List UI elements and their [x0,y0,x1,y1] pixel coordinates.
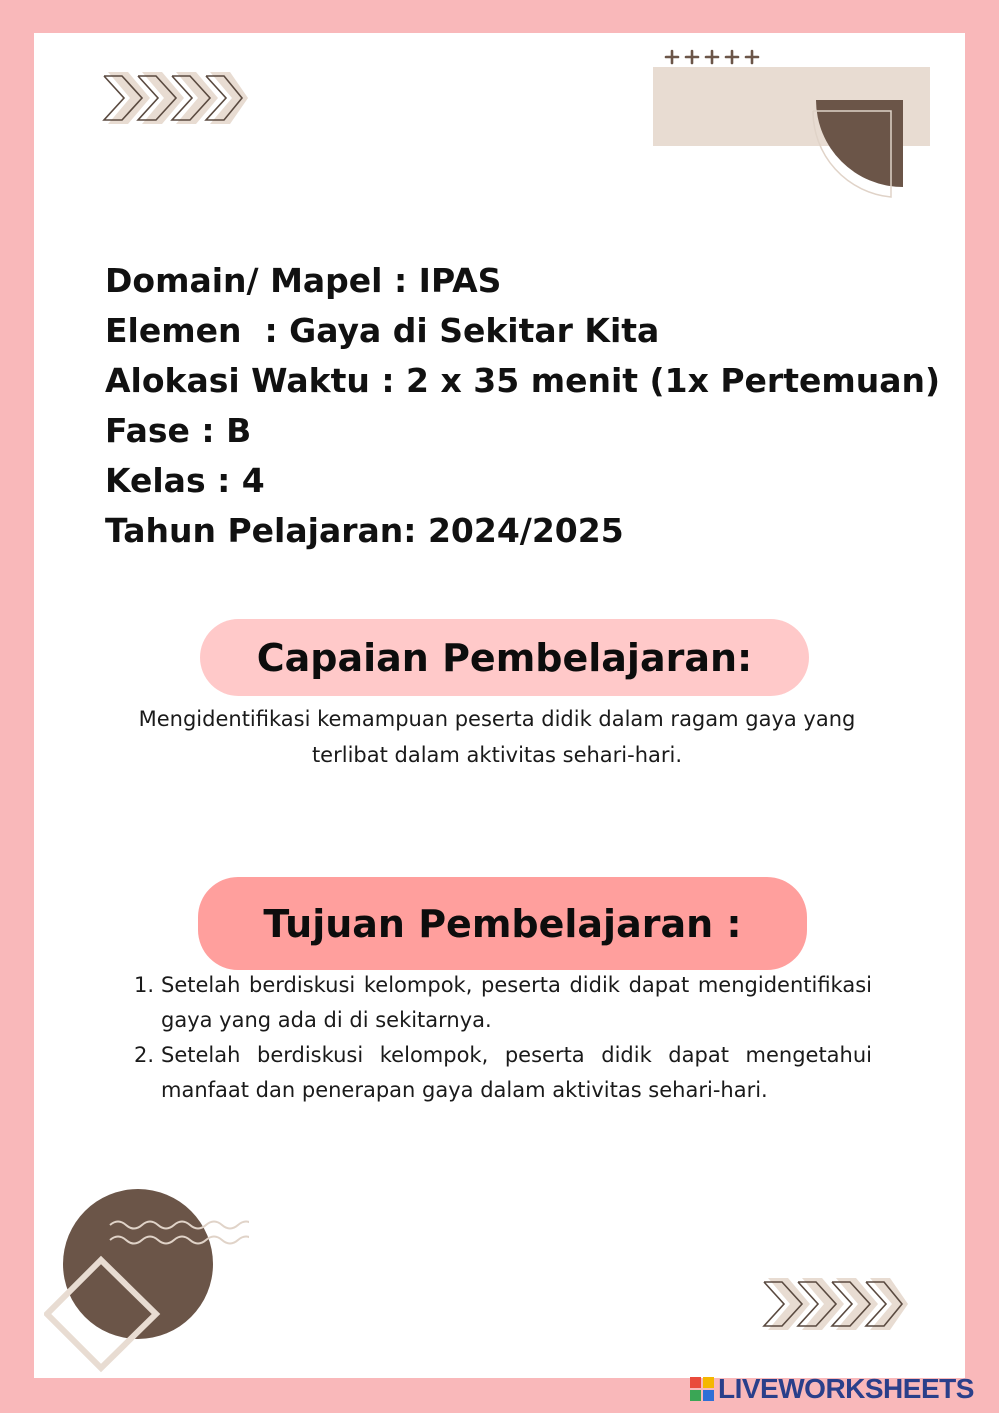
info-tahun-pelajaran: Tahun Pelajaran: 2024/2025 [105,511,624,550]
lesson-info [105,256,941,556]
list-item [130,968,872,1038]
info-elemen: Elemen : Gaya di Sekitar Kita [105,311,660,350]
info-domain: Domain/ Mapel : IPAS [105,261,502,300]
list-item-number: 1. [134,973,155,997]
list-item-text: Setelah berdiskusi kelompok, peserta didik dapat mengetahui manfaat dan penerapan gaya dalam aktivitas sehari-hari. [161,1043,872,1102]
liveworksheets-logo-icon [690,1377,714,1401]
brand-name: LIVEWORKSHEETS [718,1373,974,1404]
liveworksheets-watermark [690,1374,974,1404]
info-fase: Fase : B [105,411,252,450]
list-item [130,1038,872,1108]
tujuan-heading: Tujuan Pembelajaran : [198,877,807,970]
corner-block-decoration [653,67,931,202]
circle-diamond-decoration [44,1188,249,1373]
capaian-heading: Capaian Pembelajaran: [200,619,809,696]
list-item-number: 2. [134,1043,155,1067]
list-item-text: Setelah berdiskusi kelompok, peserta didik dapat mengidentifikasi gaya yang ada di di sekitarnya. [161,973,872,1032]
capaian-description: Mengidentifikasi kemampuan peserta didik dalam ragam gaya yang terlibat dalam aktivitas sehari-hari. [138,707,856,767]
info-alokasi-waktu: Alokasi Waktu : 2 x 35 menit (1x Pertemuan) [105,361,941,400]
chevrons-top-left-decoration [98,70,250,128]
info-kelas: Kelas : 4 [105,461,265,500]
chevrons-bottom-right-decoration [758,1276,910,1334]
tujuan-list [130,968,872,1108]
